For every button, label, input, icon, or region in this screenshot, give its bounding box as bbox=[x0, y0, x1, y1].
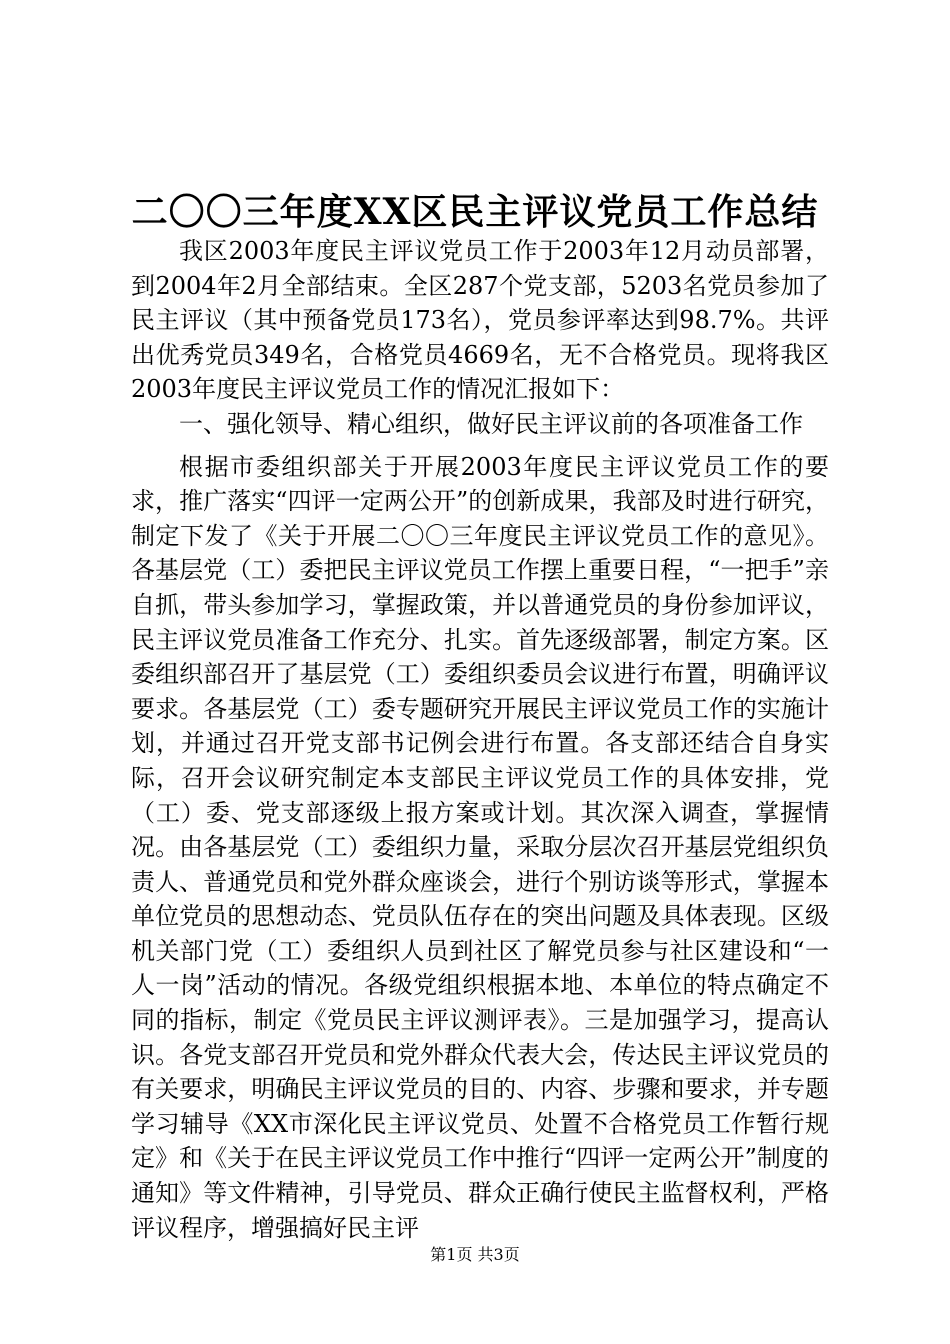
document-body bbox=[131, 234, 829, 1245]
document-title: 二〇〇三年度XX区民主评议党员工作总结 bbox=[131, 191, 819, 233]
page-number: 第1页 共3页 bbox=[430, 1245, 520, 1264]
paragraph-intro: 我区2003年度民主评议党员工作于2003年12月动员部署，到2004年2月全部结束。全区287个党支部，5203名党员参加了民主评议（其中预备党员173名），党员参评率达到98.7%。共评出优秀党员349名，合格党员4669名，无不合格党员。现将我区2003年度民主评议党员工作的情况汇报如下： bbox=[131, 237, 829, 404]
section-heading-1: 一、强化领导、精心组织，做好民主评议前的各项准备工作 bbox=[179, 409, 803, 438]
paragraph-section-1: 根据市委组织部关于开展2003年度民主评议党员工作的要求，推广落实“四评一定两公开”的创新成果，我部及时进行研究，制定下发了《关于开展二〇〇三年度民主评议党员工作的意见》。各基层党（工）委把民主评议党员工作摆上重要日程，“一把手”亲自抓，带头参加学习，掌握政策，并以普通党员的身份参加评议，民主评议党员准备工作充分、扎实。首先逐级部署，制定方案。区委组织部召开了基层党（工）委组织委员会议进行布置，明确评议要求。各基层党（工）委专题研究开展民主评议党员工作的实施计划，并通过召开党支部书记例会进行布置。各支部还结合自身实际，召开会议研究制定本支部民主评议党员工作的具体安排，党（工）委、党支部逐级上报方案或计划。其次深入调查，掌握情况。由各基层党（工）委组织力量，采取分层次召开基层党组织负责人、普通党员和党外群众座谈会，进行个别访谈等形式，掌握本单位党员的思想动态、党员队伍存在的突出问题及具体表现。区级机关部门党（工）委组织人员到社区了解党员参与社区建设和“一人一岗”活动的情况。各级党组织根据本地、本单位的特点确定不同的指标，制定《党员民主评议测评表》。三是加强学习，提高认识。各党支部召开党员和党外群众代表大会，传达民主评议党员的有关要求，明确民主评议党员的目的、内容、步骤和要求，并专题学习辅导《XX市深化民主评议党员、处置不合格党员工作暂行规定》和《关于在民主评议党员工作中推行“四评一定两公开”制度的通知》等文件精神，引导党员、群众正确行使民主监督权利，严格评议程序，增强搞好民主评 bbox=[131, 452, 829, 1242]
